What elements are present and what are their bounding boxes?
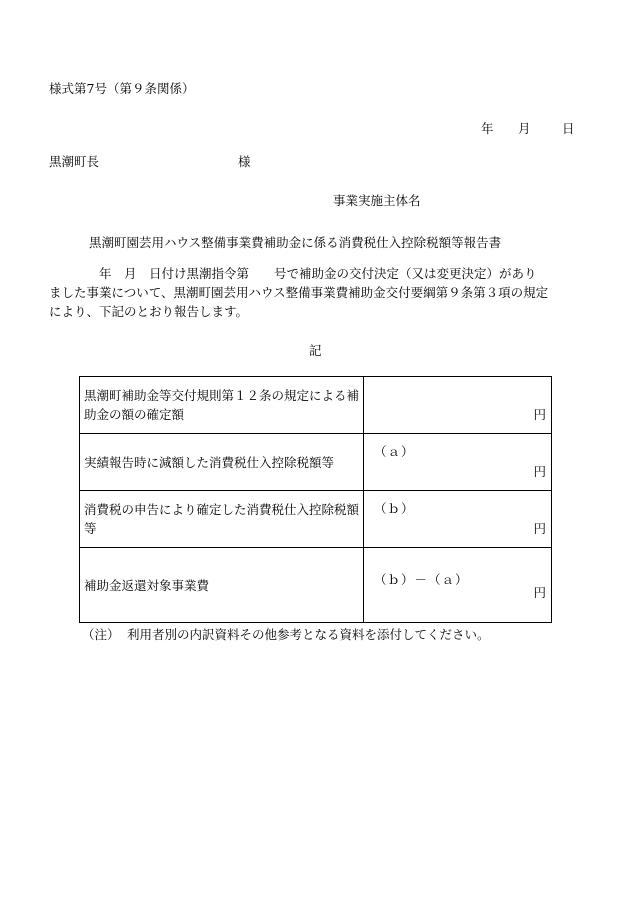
amount-cell xyxy=(364,434,552,491)
note xyxy=(82,625,490,643)
amount-code: （ｂ）－（ａ） xyxy=(374,572,469,587)
body-line: ました事業について、黒潮町園芸用ハウス整備事業費補助金交付要綱第９条第３項の規定 xyxy=(49,285,549,300)
addressee-name: 黒潮町長 xyxy=(49,154,100,169)
amount-code: （ａ） xyxy=(374,444,415,459)
yen-unit: 円 xyxy=(533,464,546,479)
body-line: により、下記のとおり報告します。 xyxy=(49,304,249,319)
table-row xyxy=(80,548,552,623)
note-mark: （注） xyxy=(82,627,120,642)
form-number: 様式第7号（第９条関係） xyxy=(49,81,195,96)
body-line: 年 月 日付け黒潮指令第 号で補助金の交付決定（又は変更決定）があり xyxy=(49,266,537,281)
report-table xyxy=(79,376,552,623)
yen-unit: 円 xyxy=(533,585,546,600)
row-label: 黒潮町補助金等交付規則第１２条の規定による補助金の額の確定額 xyxy=(80,377,364,434)
date-year: 年 xyxy=(481,121,494,136)
ki-heading: 記 xyxy=(309,343,322,358)
amount-cell xyxy=(364,491,552,548)
amount-cell xyxy=(364,548,552,623)
addressee-honorific: 様 xyxy=(238,154,251,169)
amount-code: （ｂ） xyxy=(374,501,415,516)
yen-unit: 円 xyxy=(533,407,546,422)
note-text: 利用者別の内訳資料その他参考となる資料を添付してください。 xyxy=(127,627,490,642)
yen-unit: 円 xyxy=(533,521,546,536)
table-row xyxy=(80,434,552,491)
table-row xyxy=(80,491,552,548)
date-line xyxy=(481,119,575,137)
amount-cell xyxy=(364,377,552,434)
body-text xyxy=(49,264,584,321)
table-row xyxy=(80,377,552,434)
entity-label: 事業実施主体名 xyxy=(333,193,421,208)
date-month: 月 xyxy=(518,121,531,136)
row-label: 実績報告時に減額した消費税仕入控除税額等 xyxy=(80,434,364,491)
date-day: 日 xyxy=(562,121,575,136)
row-label: 補助金返還対象事業費 xyxy=(80,548,364,623)
row-label: 消費税の申告により確定した消費税仕入控除税額等 xyxy=(80,491,364,548)
document-title: 黒潮町園芸用ハウス整備事業費補助金に係る消費税仕入控除税額等報告書 xyxy=(89,235,502,250)
